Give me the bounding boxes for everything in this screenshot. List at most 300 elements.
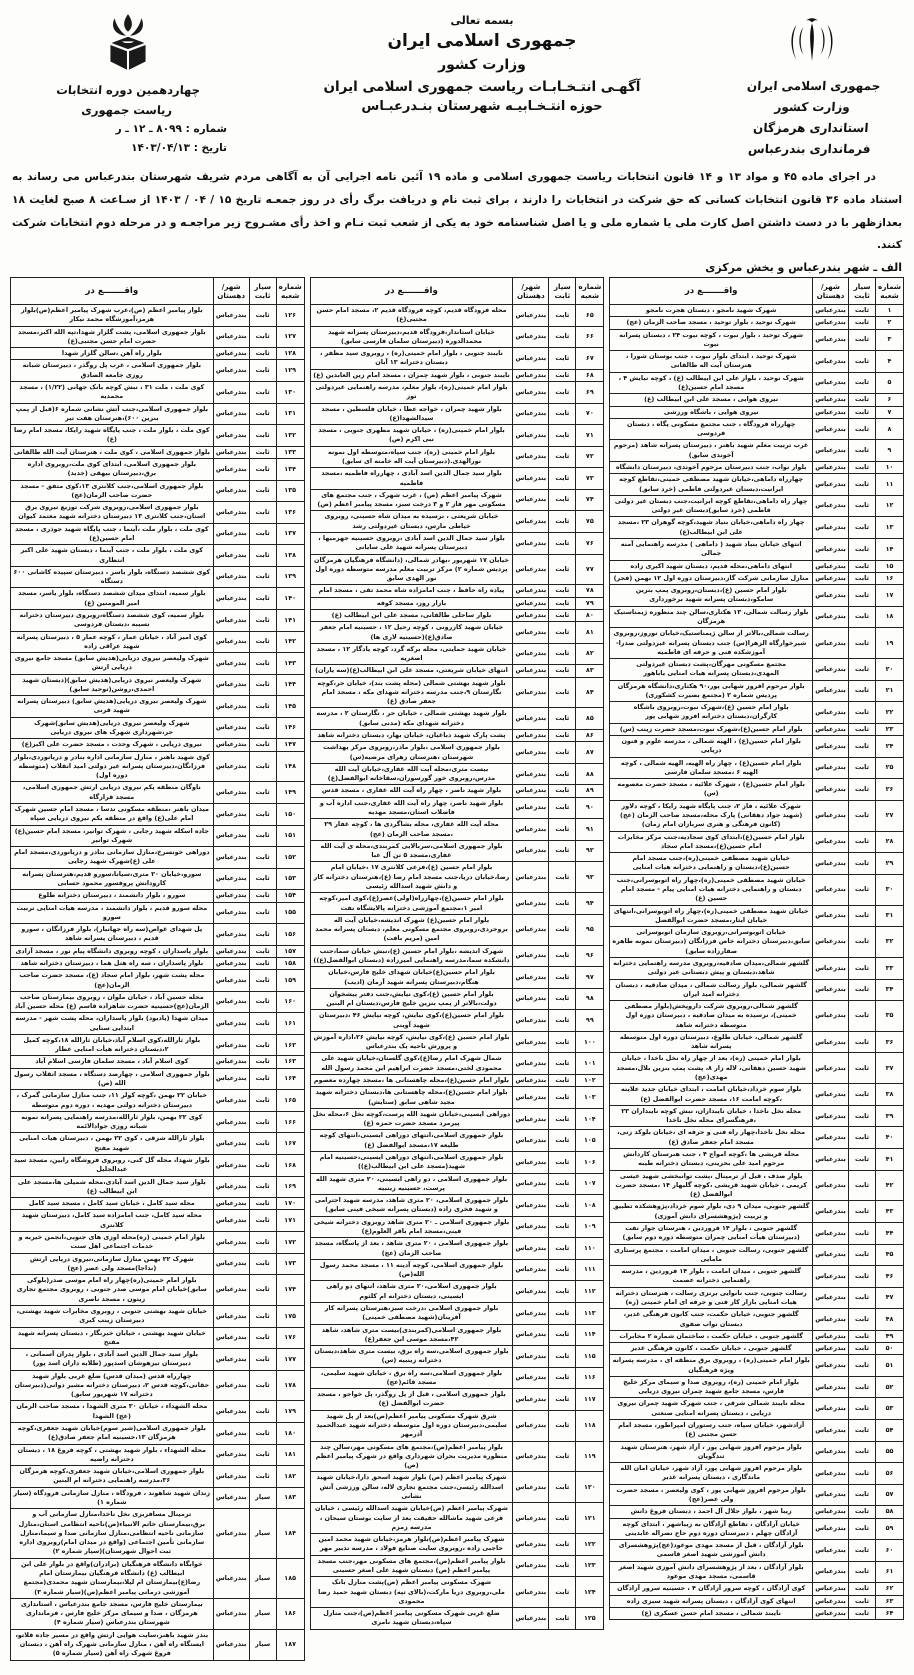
station-type-cell: ثابت [249,1068,276,1090]
branch-number-cell: ۳۶ [876,1031,904,1053]
table-row [310,730,604,742]
table-row [10,1198,304,1210]
location-cell: گلشهر جنوبی، خیابان حکمت، جنب کانون فرهنگی غدیر، دبستان نواب صفوی [610,1309,813,1331]
table-row [10,739,304,751]
city-cell: بندرعباس [813,1309,849,1331]
location-cell: محله الشهداء ، بلوار شهید بهشتی ، کوچه فروغ ۱۸ ، دبستان دخترانه راضیه [10,1444,213,1466]
letter-date: تاریخ : ۱۴۰۳/۰۴/۱۳ [131,142,227,155]
location-cell: غرب تربیت معلم شهید باهنر ، دبیرستان پسرانه شاهد (مرحوم آخوندی سابق) [610,440,813,462]
branch-number-cell: ۱۷۹ [276,1401,304,1423]
city-cell: بندرعباس [513,893,549,915]
location-cell: بلوار امام خمینی(ره) ، خیابان شهید مطهری جنوبی ، مسجد نبی اکرم (ص) [310,425,513,447]
table-row [310,1324,604,1346]
branch-number-cell: ۱۸۰ [276,1423,304,1445]
station-type-cell: سیار [249,1509,276,1558]
location-cell: بلوار شهید بهشتی شمالی ، خیابان حر ، نگارستان ۲ ، مدرسه دخترانه شهدای مکه (مدنی سابق) [310,708,513,730]
table-row [10,588,304,610]
branch-number-cell: ۸۰ [576,609,604,621]
table-row [310,1367,604,1389]
location-cell: شهرک پیامبر اعظم (ص)خیابان شهید اسدالله رئیسی ، خیابان فرعی شهید ماشالله حقیقت بعد از سایت بوستان سبحان ، مدرسه زمزم [310,1503,513,1534]
location-cell: شهرک مسکونی پیامبر اعظم (ص)پشت منازل بانک ملی،روبروی دریا مارکت،(بالای تپه) دبستان شهید حمید رضا محمودی [310,1577,513,1608]
table-row [10,425,304,447]
city-cell: بندرعباس [213,717,249,739]
branch-number-cell: ۹۷ [576,967,604,989]
table-row [310,1389,604,1411]
table-row [310,554,604,585]
branch-number-cell: ۹۲ [576,840,604,862]
branch-number-cell: ۱۵۱ [276,825,304,847]
city-cell: بندرعباس [513,1555,549,1577]
branch-number-cell: ۷۳ [576,468,604,490]
station-type-cell: ثابت [249,674,276,696]
table-row [310,1010,604,1032]
city-cell: بندرعباس [813,1583,849,1595]
city-cell: بندرعباس [213,1466,249,1488]
table-row [310,708,604,730]
station-type-cell: ثابت [849,1244,876,1266]
location-cell: خوابگاه دانشگاه فرهنگیان (برادران)واقع در بلوار علی ابن ابیطالب (ع) دانشگاه فرهنگیان بیمارستان امام رضا(ع)بیمارستان ام لیلا،بیمارستان شهید محمدی(مجتمع آموزشی درمانی پیامبر اعظم(ص)(سیار شماره ۳) [10,1558,213,1598]
city-cell: بندرعباس [813,1506,849,1518]
location-cell: بلوار امام حسین (ع)،شهرک نبوت،روبروی باشگاه کارگران،دبستان دخترانه افروز شهابی پور [610,702,813,724]
branch-number-cell: ۱۳۵ [276,480,304,502]
table-row [10,1327,304,1349]
city-cell: بندرعباس [213,957,249,969]
city-cell: بندرعباس [813,1343,849,1355]
branch-number-cell: ۱۸۵ [276,1558,304,1598]
city-cell: بندرعباس [513,425,549,447]
table-row [610,1084,904,1106]
station-type-cell: ثابت [849,560,876,572]
station-type-cell: ثابت [849,329,876,351]
table-row [310,532,604,554]
city-cell: بندرعباس [213,1056,249,1068]
location-cell: ضلع غربی شهرک مسکونی پیامبر اعظم(ص)،جنب منازل سپاه،دبستان شهید نامری [310,1608,513,1630]
branch-number-cell: ۹۳ [576,862,604,893]
table-row [610,905,904,927]
city-cell: بندرعباس [513,708,549,730]
location-cell: بلوار جمهوری اسلامی ،بلوار مادر،روبروی مرکز بهداشت شهرستان ،هنرستان زهرای مرضیه(س) [310,742,513,764]
branch-number-cell: ۱۲۴ [576,1577,604,1608]
location-cell: بلوار سمیه، ابتدای میدان ششصد دستگاه، بلوار یاسر، مسجد امیر المومنین (ع) [10,588,213,610]
table-row [310,382,604,404]
location-cell: بیمارستان خلیج فارس، مسجد جامع بندرعباس ، استانداری هرمزگان ، صدا و سیمای مرکز خلیج فارس ، فرمانداری شهرستان بندرعباس (سیار شماره ۴) [10,1598,213,1629]
branch-number-cell: ۱۶۶ [276,1111,304,1133]
city-cell: بندرعباس [213,1598,249,1629]
table-row [610,1441,904,1463]
city-cell: بندرعباس [213,991,249,1013]
branch-number-cell: ۱۲۰ [576,1472,604,1503]
letterhead-line: استانداری هرمزگان [752,121,869,135]
branch-number-cell: ۱۷۲ [276,1231,304,1253]
location-cell: کوی ملت ، ملت ۳۱ ، نبش کوچه بانک جهانی (۱/۲۲) ، مسجد محمدیه [10,382,213,404]
branch-number-cell: ۲۵ [876,757,904,779]
branch-number-cell: ۱۲۱ [576,1503,604,1534]
table-row [10,924,304,946]
location-cell: خیابان شهید مصطفی خمینی(ره)،چهار راه اتوبوسرانی،انتهای خیابان ایثار،مسجد حضرت ابوالفضل [610,905,813,927]
city-cell: بندرعباس [813,1266,849,1288]
table-row [10,1349,304,1371]
table-row [610,1463,904,1485]
location-cell: کوی ملت ، بلوار ملت ، جنب آینما ، دبستان شهید علی اکبر انتظاری [10,545,213,567]
city-cell: بندرعباس [813,1441,849,1463]
station-type-cell: ثابت [849,1595,876,1607]
city-cell: بندرعباس [213,1629,249,1660]
station-type-cell: سیار [249,1558,276,1598]
table-row [310,665,604,677]
station-type-cell: ثابت [249,653,276,675]
station-type-cell: ثابت [549,1238,576,1260]
station-type-cell: ثابت [549,643,576,665]
city-cell: بندرعباس [213,1349,249,1371]
location-cell: بلوار جمهوری اسلامی،سه راه برق، بیست متری شاهد،دبستان دخترانه زینبیه (س) [310,1346,513,1368]
table-row [610,1484,904,1506]
branch-number-cell: ۱۵۲ [276,847,304,869]
station-type-cell: ثابت [849,1127,876,1149]
location-cell: بلوار جمهوری اسلامی ، دو راهی ایسینی، ۲۰ متری شهید الله پرست، حسینیه زینبیه [310,1173,513,1195]
branch-number-cell: ۹۵ [576,914,604,945]
section-a-title: الف ـ شهر بندرعباس و بخش مرکزی [705,261,902,275]
table-row [10,1558,304,1598]
city-cell: بندرعباس [213,1210,249,1232]
city-cell: بندرعباس [813,418,849,440]
location-cell: ناوگان منطقه یکم نیروی دریایی ارتش جمهوری اسلامی، مسجد قرارگاه [10,782,213,804]
location-cell: کوی شهید باهنر ، منازل سازمانی اداره بنادر و دریانوردی،بلوار فرزانگان،دبیرستان پسرانه غیر دولتی امید انقلاب (متوسطه دوره اول) [10,751,213,782]
location-cell: شمال شهرک امام رضا(ع)،کوی گلستان،خیابان شهید علی محمودی لختی،مسجد حضرت ابراهیم ابن محمد رسول الله [310,1053,513,1075]
station-type-cell: ثابت [549,893,576,915]
city-cell: بندرعباس [813,800,849,831]
city-cell: بندرعباس [513,382,549,404]
city-cell: بندرعباس [213,825,249,847]
branch-number-cell: ۱۶ [876,572,904,584]
table-row [10,1509,304,1558]
branch-number-cell: ۱۶۸ [276,1155,304,1177]
location-cell: بلوار جمهوری اسلامی(شیر سوم)خیابان شهید جعفری،کوچه هرمزگان ۱۳،حسینیه امام جعفر صادق(ع) [10,1423,213,1445]
table-row [10,1034,304,1056]
table-row [610,329,904,351]
location-cell: شهرک علائیه ، فاز ۲، جنب پایگاه شهید رایکا ، کوچه دلاور (شهید جواد دهقانی) پارک محله،مسجد صاحب الزمان (عج)(کانون فرهنگی و هنری سربازان امام زمان) [610,800,813,831]
table-row [10,360,304,382]
location-cell: کوی ۲۲ بهمن، بلوار ثارالله،مدرسه راهنمایی پسرانه نمونه شبانه روزی جوادالائمه [10,1111,213,1133]
location-cell: چهارراه داماهی،خیابان شهید مصطفی خمینی،تقاطع کوچه ایرانیت،دبستان غیردولتی فاطمی (خرد سابق) [610,474,813,496]
table-row [610,1376,904,1398]
city-cell: بندرعباس [513,1152,549,1174]
branch-number-cell: ۲۴ [876,736,904,758]
city-cell: بندرعباس [513,1108,549,1130]
branch-number-cell: ۱۲۸ [276,348,304,360]
location-cell: گلشهر شمالی،روبروی شرکت داروپخش(بلوار مصطفی خمینی)، نرسیده به میدان صادقیه ، دبیرستان دوره اول متوسطه دخترانه شاهد [610,1001,813,1032]
branch-number-cell: ۱ [876,305,904,317]
branch-number-cell: ۱۰۶ [576,1152,604,1174]
city-cell: بندرعباس [513,1195,549,1217]
city-cell: بندرعباس [513,1238,549,1260]
branch-number-cell: ۴۹ [876,1330,904,1342]
location-cell: بلوار امام خمینی (ره)، روبروی صدا و سیمای مرکز خلیج فارس، مسجد جامع شهید چمران نیروی دریایی [610,1376,813,1398]
branch-number-cell: ۳۴ [876,979,904,1001]
col-header: سیار ثابت [849,278,876,305]
document-title-block [245,8,719,117]
location-cell: کوی اسلام آباد ، مسجد سلمان فارسی اسلام آباد [10,1056,213,1068]
station-type-cell: ثابت [849,1031,876,1053]
table-row [310,369,604,381]
branch-number-cell: ۱۱۸ [576,1410,604,1441]
city-cell: بندرعباس [213,480,249,502]
location-cell: بلوار شهید بهشتی شمالی (محله پشت بند)، خیابان حر،کوچه نگارستان ۹،جنب مدرسه دخترانه شهدای مکه ، مسجد امام جعفر صادق (ع) [310,677,513,708]
location-cell: شهرک شهید نامجو ، دبستان هجرت نامجو [610,305,813,317]
branch-number-cell: ۱۵۶ [276,924,304,946]
branch-number-cell: ۷۸ [576,585,604,597]
table-row [610,606,904,628]
location-cell: بلوار امام حسین(ع)،چهارراه(اولی)عصر(ع)،کوی امیر،کوچه امیر ۱،مجتمع آموزشی دخترانه پالایشگاه نفت [310,893,513,915]
table-row [610,979,904,1001]
table-row [610,317,904,329]
branch-number-cell: ۵۰ [876,1343,904,1355]
station-type-cell: ثابت [249,1056,276,1068]
station-type-cell: ثابت [849,1201,876,1223]
table-row [610,1420,904,1442]
branch-number-cell: ۱۱۱ [576,1259,604,1281]
branch-number-cell: ۱۹ [876,628,904,659]
station-type-cell: ثابت [549,677,576,708]
table-row [10,804,304,826]
table-row [610,800,904,831]
city-cell: بندرعباس [213,305,249,327]
city-cell: بندرعباس [813,1105,849,1127]
station-type-cell: ثابت [549,1130,576,1152]
location-cell: دوراهی ایسینی،خیابان شهید الله پرست،کوچه نخل ۶،محله نخل پیرمرد مسجد حضرت حمزه (ع) [310,1108,513,1130]
location-cell: سورو ، بلوار دانشمند ، دبیرستان دخترانه طلوع [10,890,213,902]
ministry-name: وزارت کشور [438,56,526,73]
table-row [10,1090,304,1112]
location-cell: بلوار مرحوم افروز شهابی پور ، آزاد شهر، هنرستان شهید تندگویان [610,1441,813,1463]
city-cell: بندرعباس [513,585,549,597]
station-type-cell: سیار [249,1598,276,1629]
station-type-cell: ثابت [549,1281,576,1303]
city-cell: بندرعباس [513,597,549,609]
branch-number-cell: ۱۲۵ [576,1608,604,1630]
location-cell: خیابان شهید مصطفی خمینی(ره)،چهار راه اتوبوسرانی،جنب دبستان و راهنمایی دخترانه هیات امنایی پیام - مسجد امام حسین (ع) [610,874,813,905]
city-cell: بندرعباس [813,474,849,496]
station-type-cell: ثابت [549,403,576,425]
table-row [10,825,304,847]
branch-number-cell: ۱۵۷ [276,945,304,957]
location-cell: بلوار امام خمینی(ره) ، روبروی برق منطقه ای ، مدرسه پسرانه ویژه فرهنگیان [610,1355,813,1377]
location-cell: میدان شهدا (یادبود) بلوار پاسداران، محله پشت شهر - مدرسه ابتدایی سنایی [10,1013,213,1035]
city-cell: بندرعباس [813,628,849,659]
station-type-cell: ثابت [849,418,876,440]
station-type-cell: ثابت [549,609,576,621]
location-cell: شهرک پیامبر اعظم (ص) ، غرب شهرک ، جنب مجتمع های مسکونی مهر فاز ۲ و ۳ درخت سبز، مسجد پیامبر اعظم (ص) [310,489,513,511]
table-row [310,1503,604,1534]
branch-number-cell: ۶۴ [876,1607,904,1619]
station-type-cell: ثابت [249,1401,276,1423]
station-type-cell: ثابت [549,468,576,490]
location-cell: نایبند جنوبی ، بلوار امام خمینی(ره) ، روبروی سید مظفر ، دبستان دخترانه ۱۳ آبان [310,348,513,370]
col-header: شهر/ دهستان [513,278,549,305]
branch-number-cell: ۵۵ [876,1441,904,1463]
government-letterhead [719,8,904,160]
branch-number-cell: ۱۳۹ [276,566,304,588]
location-cell: بلوار شهید ناصر ، چهار راه آیت الله غفاری ، مسجد قدس [310,785,513,797]
branch-number-cell: ۵۹ [876,1518,904,1540]
location-cell: بلوار امام خمینی (ره)، جنب سپاه،متوسطه اول نمونه نورالهدی.(دبیرستان آیت اله خامنه ای سابق) [310,446,513,468]
branch-number-cell: ۱۵۵ [276,902,304,924]
table-row [610,1287,904,1309]
table-row [610,757,904,779]
branch-number-cell: ۲۷ [876,800,904,831]
station-type-cell: ثابت [549,369,576,381]
table-row [10,1155,304,1177]
table-row [310,622,604,644]
location-cell: محله آیت الله غفاری، محله بشاگردی ها ، کوچه غفار ۲۹ ،مسجد صاحب الزمان (عج) [310,819,513,841]
location-cell: شهرک پیامبر اعظم(ص)بلوار هرمز،خیابان شهید محمد امین حاجبی زاده ،روبروی سایت صنایع فولاد ، مدرسه تدبیر مهر [310,1534,513,1556]
location-cell: بلوار امام خمینی (ره)محله اوزی های جنوبی،انجمن خیریه و خدمات اجتماعی اهل سنت [10,1231,213,1253]
city-cell: بندرعباس [813,406,849,418]
table-row [610,572,904,584]
station-type-cell: ثابت [549,819,576,841]
location-cell: بلوار امام حسین(ع) ، الهیه شمالی ، مدرسه علوم و فنون دریایی [610,736,813,758]
station-type-cell: ثابت [549,1302,576,1324]
station-type-cell: ثابت [249,957,276,969]
location-cell: بلوار جمهوری اسلامی،جنب آتش نشانی شماره ۶(قبل از پمپ بنزین ۶۰۰)،هنرستان هفت تیر [10,403,213,425]
location-cell: بلوار جمهوری اسلامی،انتهای دوراهی ایسینی،حسینیه امام شهید(مسجد علی ابن ابیطالب(ع)) [310,1152,513,1174]
branch-number-cell: ۸۷ [576,742,604,764]
branch-number-cell: ۱۰۸ [576,1195,604,1217]
branch-number-cell: ۱۸۶ [276,1598,304,1629]
city-cell: بندرعباس [813,394,849,406]
location-cell: شهرک توحید ، بلوار توحید ، مسجد صاحب الزمان (عج) [610,317,813,329]
branch-number-cell: ۱۴ [876,538,904,560]
col-header: شماره شعبه [276,278,304,305]
station-type-cell: ثابت [249,1210,276,1232]
location-cell: گلشهر جنوبی ، خیابان حکمت ، ساختمان شماره ۲ مخابرات [610,1330,813,1342]
city-cell: بندرعباس [813,1355,849,1377]
location-cell: بلوار جمهوری اسلامی،انتهای دوراهی ایسینی،انتهای کوچه طلیعه ۱۷،مسجد ابوالفضل (ع) [310,1130,513,1152]
branch-number-cell: ۸۴ [576,677,604,708]
table-row [310,988,604,1010]
city-cell: بندرعباس [213,459,249,481]
branch-number-cell: ۴۲ [876,1170,904,1201]
city-cell: بندرعباس [513,1053,549,1075]
branch-number-cell: ۱۳۸ [276,545,304,567]
polling-stations-tables [10,277,904,1660]
table-row [10,1305,304,1327]
table-row [310,1195,604,1217]
branch-number-cell: ۱۰۷ [576,1173,604,1195]
station-type-cell: سیار [249,1629,276,1660]
table-row [10,502,304,524]
station-type-cell: ثابت [849,628,876,659]
branch-number-cell: ۱۲۲ [576,1534,604,1556]
location-cell: بلوار سید جمال الدین اسد آبادی ،روبروی حسینیه جهرمیها ، دبیرستان پسرانه شهید علی سایانی [310,532,513,554]
branch-number-cell: ۱۴۶ [276,717,304,739]
city-cell: بندرعباس [813,1463,849,1485]
location-cell: بلوار امام حسین (ع)،کوی نیایش، کوچه نیایش ۲۶،اداره آموزش و پرورش ناحیه یک بندرعباس [310,1031,513,1053]
branch-number-cell: ۱۶۹ [276,1176,304,1198]
branch-number-cell: ۱۳۷ [276,523,304,545]
table-row [610,1506,904,1518]
table-row [610,560,904,572]
station-type-cell: ثابت [249,1231,276,1253]
branch-number-cell: ۲ [876,317,904,329]
location-cell: نیروی هوایی ، باشگاه ورزشی [610,406,813,418]
station-type-cell: ثابت [249,1349,276,1371]
city-cell: بندرعباس [813,317,849,329]
branch-number-cell: ۹۴ [576,893,604,915]
table-row [10,382,304,404]
location-cell: خیابان شهید حمایتی، محله برکه گرد، کوچه یادگار ۱۲ ، مسجد اصغریه [310,643,513,665]
table-row [310,1108,604,1130]
table-group-middle [310,277,605,1630]
branch-number-cell: ۱۰ [876,462,904,474]
city-cell: بندرعباس [813,1201,849,1223]
location-cell: بلوار رسالت شمالی، ۱۳ هکتاری،سالن چند منظوره ژیمناستیک هرمزگان [610,606,813,628]
location-cell: محله سید کامل ، خیابان سید کامل ، مسجد سید کامل [10,1198,213,1210]
location-cell: رسالت جنوبی، جنب نانوایی برنزی رسالت ، هنرستان دخترانه هیات امنایی بازار کار فنی و حرفه ای امام خمینی (ره) [610,1287,813,1309]
table-row [310,643,604,665]
station-type-cell: ثابت [849,1309,876,1331]
branch-number-cell: ۱۷۴ [276,1275,304,1306]
city-cell: بندرعباس [813,680,849,702]
station-type-cell: ثابت [549,1608,576,1630]
branch-number-cell: ۱۱۰ [576,1238,604,1260]
station-type-cell: ثابت [849,723,876,735]
col-header: واقـــــــع در [10,278,213,305]
location-cell: خیابان استاندار،فرودگاه قدیم،دبیرستان پسرانه شهید محمدالدوره (دبیرستان سلمان فارسی سابق) [310,326,513,348]
station-type-cell: ثابت [549,511,576,533]
table-row [310,1410,604,1441]
station-type-cell: ثابت [249,782,276,804]
station-type-cell: ثابت [249,566,276,588]
branch-number-cell: ۸۲ [576,643,604,665]
station-type-cell: ثابت [849,1053,876,1084]
branch-number-cell: ۱۳۶ [276,502,304,524]
station-type-cell: ثابت [849,1084,876,1106]
city-cell: بندرعباس [213,545,249,567]
station-type-cell: ثابت [849,1266,876,1288]
table-row [310,1053,604,1075]
station-type-cell: ثابت [249,1423,276,1445]
table-row [10,1013,304,1035]
table-row [10,1176,304,1198]
table-row [310,1238,604,1260]
city-cell: بندرعباس [213,739,249,751]
branch-number-cell: ۱۳۱ [276,403,304,425]
table-row [310,1441,604,1472]
branch-number-cell: ۴۶ [876,1266,904,1288]
branch-number-cell: ۷۲ [576,446,604,468]
branch-number-cell: ۱۷ [876,585,904,607]
location-cell: بلوار شهید چمران ، خواجه عطا ، خیابان فلسطین ، مسجد سیدالشهدا(ع) [310,403,513,425]
city-cell: بندرعباس [513,1608,549,1630]
station-type-cell: ثابت [849,474,876,496]
station-type-cell: ثابت [549,1053,576,1075]
location-cell: پیاده راه حافظ ، جنب امامزاده شاه محمد تقی ، مسجد امام [310,585,513,597]
branch-number-cell: ۷۴ [576,489,604,511]
table-row [310,489,604,511]
location-cell: بلوار جمهوری اسلامی، کوچه آدینه ۱۱ ، مسجد محمد رسول الله(ص) [310,1259,513,1281]
station-type-cell: ثابت [249,1090,276,1112]
table-row [610,1518,904,1540]
branch-number-cell: ۵۴ [876,1420,904,1442]
table-row [310,763,604,785]
city-cell: بندرعباس [213,588,249,610]
location-cell: بلوار امام حسین (ع)،کوی نیایش،جنب دفتر پیشخوان دولت،بالاتر از پمپ بنزین خلیج فارس،دبستان ام البنین [310,988,513,1010]
table-row [610,394,904,406]
city-cell: بندرعباس [213,1013,249,1035]
city-cell: بندرعباس [213,1176,249,1198]
city-cell: بندرعباس [813,1484,849,1506]
location-cell: بلوار جمهوری اسلامی،سربالایی کمربندی،محله ی آیت الله غفاری،مسجد ۵ تن آل عبا [310,840,513,862]
